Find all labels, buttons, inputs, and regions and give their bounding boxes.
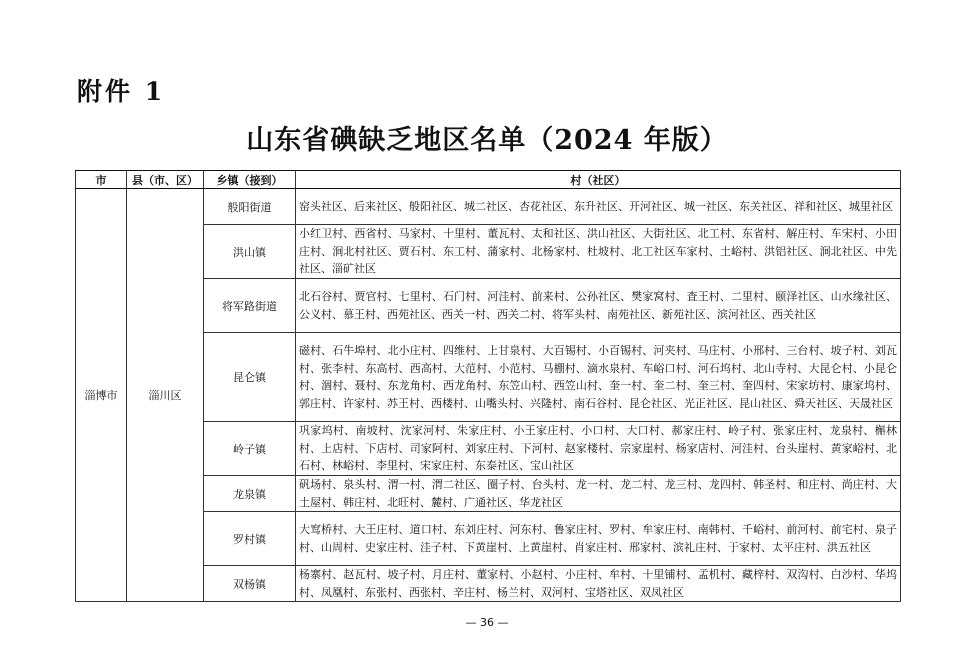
village-cell: 北石谷村、贾官村、七里村、石门村、河洼村、前来村、公孙社区、樊家窝村、査王村、二里村、颐泽社区、山水缘社区、公义村、慕王村、西苑社区、西关一村、西关二村、将军头村、南苑社区、新苑社区、滨河社区、西关社区: [296, 279, 901, 333]
attachment-label: 附件 1: [77, 77, 166, 106]
village-cell: 杨寨村、赵瓦村、坡子村、月庄村、董家村、小赵村、小庄村、牟村、十里铺村、孟机村、藏梓村、双沟村、白沙村、华坞村、凤凰村、东张村、西张村、辛庄村、杨兰村、双河村、宝塔社区、双凤社区: [296, 566, 901, 602]
table-row: [76, 189, 901, 225]
town-cell: 洪山镇: [204, 225, 296, 279]
town-cell: 罗村镇: [204, 512, 296, 566]
header-town: 乡镇（接到）: [204, 171, 296, 189]
town-cell: 将军路街道: [204, 279, 296, 333]
document-title: 山东省碘缺乏地区名单（2024 年版）: [246, 125, 728, 156]
table-header-row: [76, 171, 901, 189]
town-cell: 昆仑镇: [204, 333, 296, 422]
village-cell: 大窎桥村、大王庄村、道口村、东刘庄村、河东村、鲁家庄村、罗村、牟家庄村、南韩村、千峪村、前河村、前宅村、泉子村、山周村、史家庄村、洼子村、下黄崖村、上黄崖村、肖家庄村、邢家村、滨礼庄村、于家村、太平庄村、洪五社区: [296, 512, 901, 566]
village-cell: 巩家坞村、南坡村、沈家河村、朱家庄村、小王家庄村、小口村、大口村、郝家庄村、岭子村、张家庄村、龙泉村、槲林村、上店村、下店村、司家阿村、刘家庄村、下河村、赵家楼村、宗家崖村、杨家店村、河洼村、台头崖村、黄家峪村、北石村、林峪村、李里村、宋家庄村、东泰社区、宝山社区: [296, 422, 901, 476]
town-cell: 龙泉镇: [204, 476, 296, 512]
city-cell: 淄博市: [76, 189, 127, 602]
region-list-table: [75, 170, 901, 602]
village-cell: 小红卫村、西省村、马家村、十里村、董瓦村、太和社区、洪山社区、大街社区、北工村、东省村、解庄村、车宋村、小田庄村、涧北村社区、贾石村、东工村、蒲家村、北杨家村、杜坡村、北工社区车家村、土峪村、洪铝社区、涧北社区、中先社区、淄矿社区: [296, 225, 901, 279]
town-cell: 般阳街道: [204, 189, 296, 225]
village-cell: 窑头社区、后来社区、般阳社区、城二社区、杏花社区、东升社区、开河社区、城一社区、东关社区、祥和社区、城里社区: [296, 189, 901, 225]
page-number: — 36 —: [465, 616, 509, 629]
town-cell: 双杨镇: [204, 566, 296, 602]
header-county: 县（市、区）: [127, 171, 204, 189]
header-village: 村（社区）: [296, 171, 901, 189]
village-cell: 矾场村、泉头村、渭一村、渭二社区、圈子村、台头村、龙一村、龙二村、龙三村、龙四村、韩圣村、和庄村、尚庄村、大土屋村、韩庄村、北旺村、麓村、广通社区、华龙社区: [296, 476, 901, 512]
county-cell: 淄川区: [127, 189, 204, 602]
header-city: 市: [76, 171, 127, 189]
village-cell: 磁村、石牛埠村、北小庄村、四维村、上甘泉村、大百锡村、小百锡村、河夹村、马庄村、小邢村、三台村、坡子村、刘瓦村、张李村、东高村、西高村、大范村、小范村、马棚村、滴水泉村、车峪口村、河石坞村、北山寺村、大昆仑村、小昆仑村、涸村、聂村、东龙角村、西龙角村、东笠山村、西笠山村、奎一村、奎二村、奎三村、奎四村、宋家坊村、康家坞村、郭庄村、许家村、苏王村、西楼村、山嘴头村、兴隆村、南石谷村、昆仑社区、光正社区、昆山社区、舜天社区、天晟社区: [296, 333, 901, 422]
town-cell: 岭子镇: [204, 422, 296, 476]
